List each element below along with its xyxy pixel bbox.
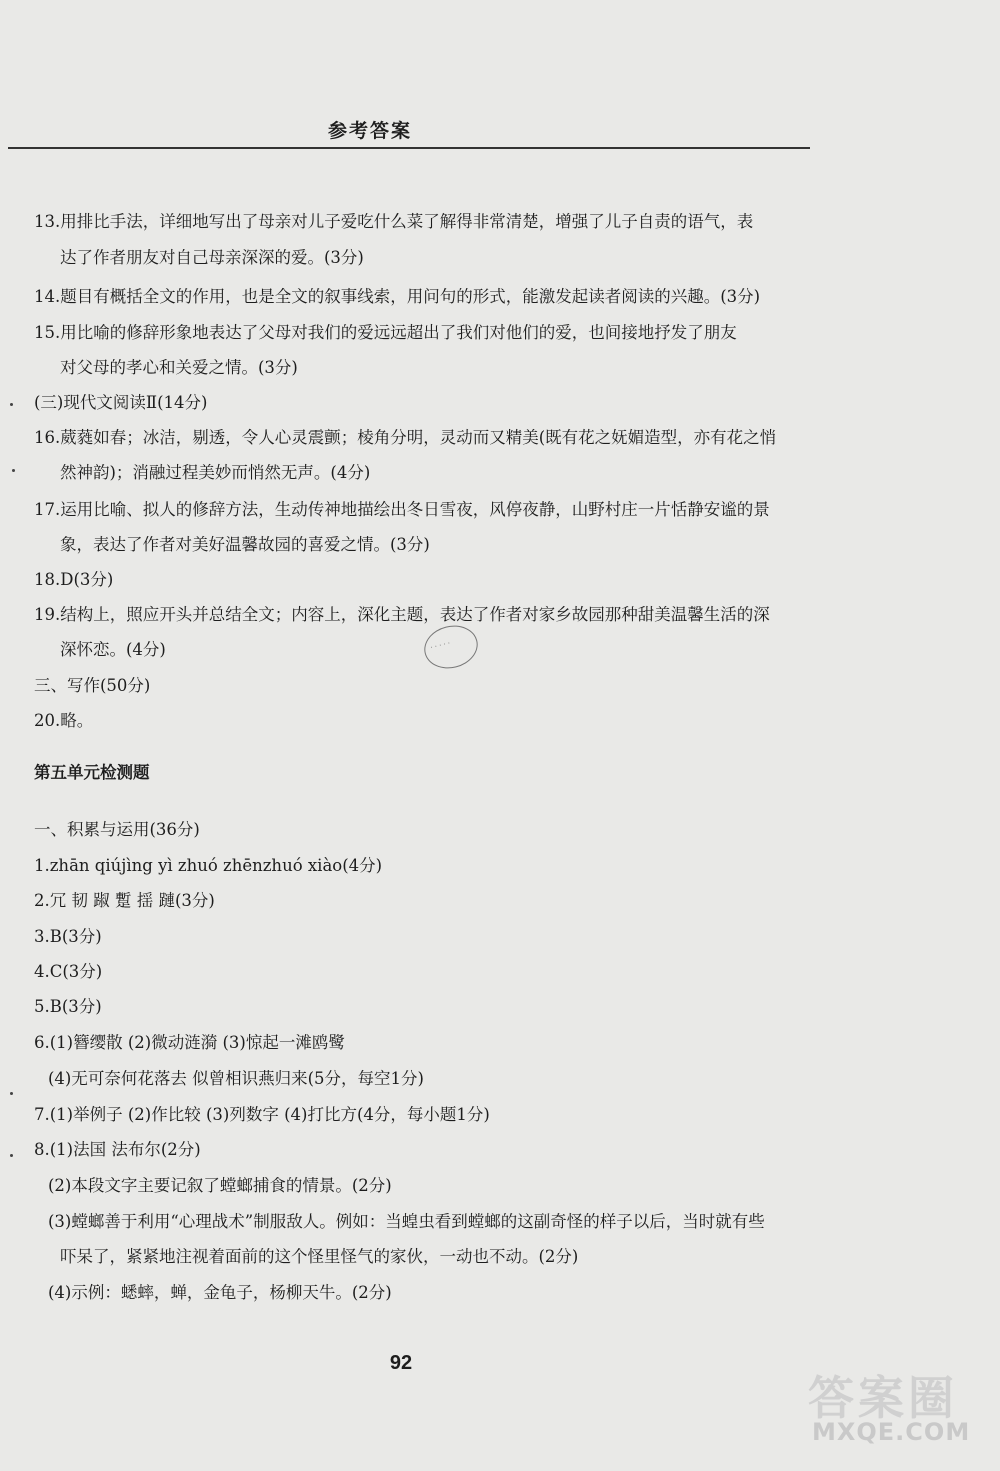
answer-line: 8.(1)法国 法布尔(2分) (34, 1140, 201, 1159)
answer-line: (3)螳螂善于利用“心理战术”制服敌人。例如：当蝗虫看到螳螂的这副奇怪的样子以后，当时就有些 (48, 1212, 765, 1231)
answer-line: 然神韵)；消融过程美妙而悄然无声。(4分) (60, 463, 371, 482)
answer-line: 7.(1)举例子 (2)作比较 (3)列数字 (4)打比方(4分，每小题1分) (34, 1105, 490, 1124)
answer-line: 2.冗 韧 踧 蹔 揺 蹥(3分) (34, 891, 215, 910)
page-header-title: 参考答案 (327, 120, 412, 142)
unit-title: 第五单元检测题 (34, 763, 150, 782)
answer-line: 深怀恋。(4分) (60, 640, 166, 659)
answer-line: 16.葳蕤如春；冰洁，剔透，令人心灵震颤；棱角分明，灵动而又精美(既有花之妩媚造型，亦有花之悄 (34, 428, 777, 447)
watermark-logo: 答案圈 (808, 1371, 958, 1425)
section-heading: 三、写作(50分) (34, 676, 151, 695)
answer-line: 19.结构上，照应开头并总结全文；内容上，深化主题，表达了作者对家乡故园那种甜美温馨生活的深 (34, 605, 770, 624)
scan-speck (10, 1154, 13, 1157)
answer-line: 20.略。 (34, 711, 94, 730)
answer-line: 3.B(3分) (34, 927, 102, 946)
answer-line: 17.运用比喻、拟人的修辞方法，生动传神地描绘出冬日雪夜，风停夜静，山野村庄一片恬静安谧的景 (34, 500, 770, 519)
answer-line: 6.(1)簪缨散 (2)微动涟漪 (3)惊起一滩鸥鹭 (34, 1033, 345, 1052)
answer-line: 吓呆了，紧紧地注视着面前的这个怪里怪气的家伙，一动也不动。(2分) (60, 1247, 579, 1266)
section-heading: (三)现代文阅读Ⅱ(14分) (34, 393, 208, 412)
section-heading: 一、积累与运用(36分) (34, 820, 200, 839)
answer-line: (4)示例：蟋蟀，蝉，金龟子，杨柳天牛。(2分) (48, 1283, 392, 1302)
answer-line: 18.D(3分) (34, 570, 114, 589)
answer-line: 14.题目有概括全文的作用，也是全文的叙事线索，用问句的形式，能激发起读者阅读的兴趣。(3分) (34, 287, 761, 306)
answer-line: 13.用排比手法，详细地写出了母亲对儿子爱吃什么菜了解得非常清楚，增强了儿子自责的语气，表 (34, 212, 754, 231)
answer-line: 象，表达了作者对美好温馨故园的喜爱之情。(3分) (60, 535, 430, 554)
answer-line: 达了作者朋友对自己母亲深深的爱。(3分) (60, 248, 364, 267)
answer-line: 15.用比喻的修辞形象地表达了父母对我们的爱远远超出了我们对他们的爱，也间接地抒发了朋友 (34, 323, 737, 342)
watermark-url: MXQE.COM (812, 1418, 971, 1446)
answer-line: 对父母的孝心和关爱之情。(3分) (60, 358, 298, 377)
answer-line: 1.zhān qiújìng yì zhuó zhēnzhuó xiào(4分) (34, 856, 383, 875)
header-divider (8, 147, 810, 149)
scan-speck (10, 1092, 13, 1095)
stamp-seal: · · · · · (420, 620, 483, 674)
answer-line: 5.B(3分) (34, 997, 102, 1016)
answer-line: (2)本段文字主要记叙了螳螂捕食的情景。(2分) (48, 1176, 392, 1195)
scan-speck (12, 469, 15, 472)
page-number: 92 (389, 1352, 413, 1374)
answer-line: 4.C(3分) (34, 962, 103, 981)
scan-speck (10, 403, 13, 406)
answer-line: (4)无可奈何花落去 似曾相识燕归来(5分，每空1分) (48, 1069, 424, 1088)
